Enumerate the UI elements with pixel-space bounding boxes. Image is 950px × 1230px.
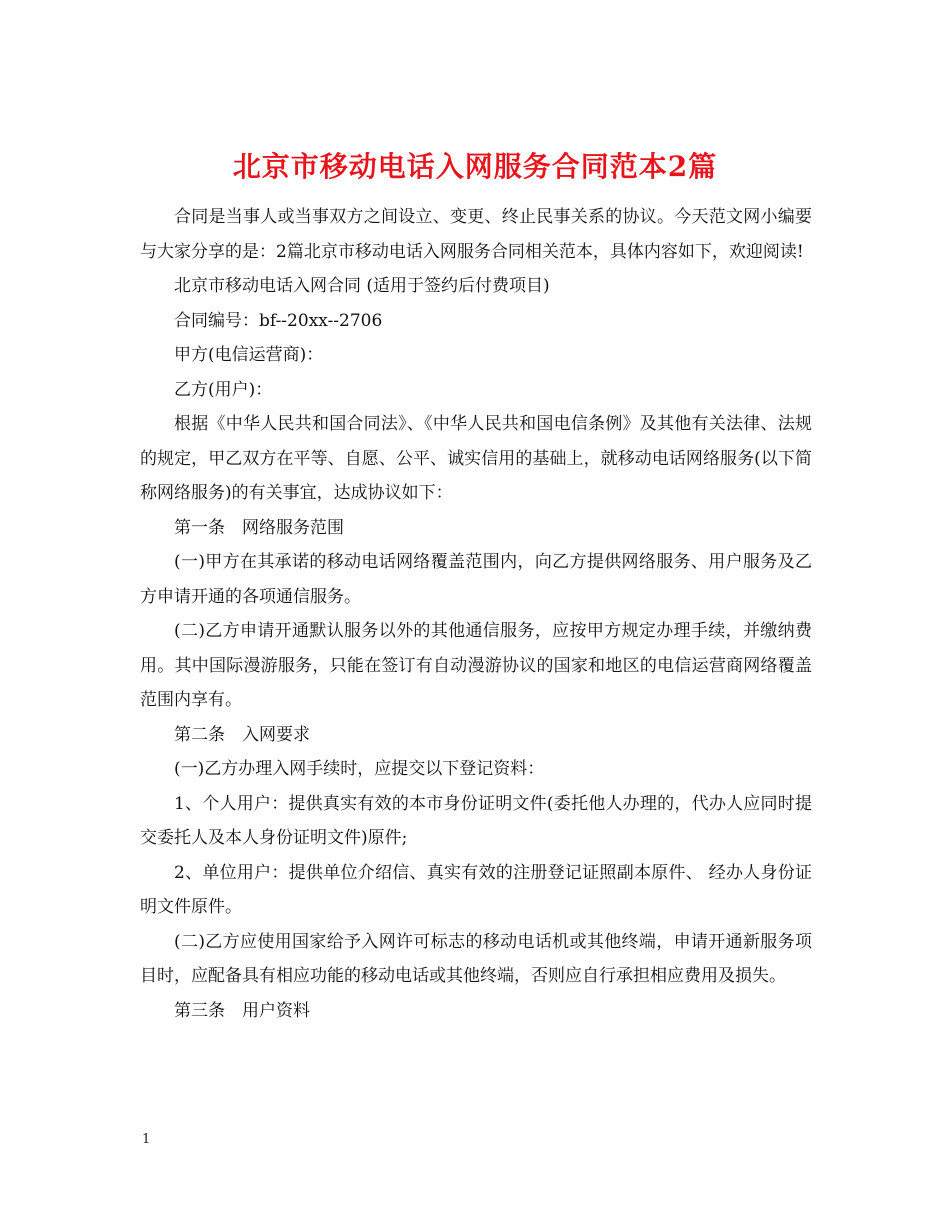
article-2-item-1: 1、个人用户：提供真实有效的本市身份证明文件(委托他人办理的，代办人应同时提交委托人及本人身份证明文件)原件; bbox=[140, 793, 812, 848]
page-number: 1 bbox=[142, 1132, 151, 1147]
article-2-clause-1: (一)乙方办理入网手续时，应提交以下登记资料： bbox=[174, 759, 545, 779]
paragraph-contract-name: 北京市移动电话入网合同 (适用于签约后付费项目) bbox=[174, 276, 550, 296]
document-body bbox=[140, 200, 812, 1028]
article-2-clause-2: (二)乙方应使用国家给予入网许可标志的移动电话机或其他终端，申请开通新服务项目时，应配备具有相应功能的移动电话或其他终端，否则应自行承担相应费用及损失。 bbox=[140, 931, 812, 986]
paragraph-contract-number: 合同编号：bf--20xx--2706 bbox=[174, 310, 383, 331]
document-title: 北京市移动电话入网服务合同范本2篇 bbox=[232, 149, 718, 183]
paragraph-intro: 合同是当事人或当事双方之间设立、变更、终止民事关系的协议。今天范文网小编要与大家分享的是：2篇北京市移动电话入网服务合同相关范本，具体内容如下，欢迎阅读! bbox=[140, 207, 812, 262]
paragraph-party-b: 乙方(用户)： bbox=[174, 379, 273, 400]
article-1-clause-1: (一)甲方在其承诺的移动电话网络覆盖范围内，向乙方提供网络服务、用户服务及乙方申请开通的各项通信服务。 bbox=[140, 552, 812, 607]
article-3-heading: 第三条 用户资料 bbox=[174, 1000, 310, 1021]
paragraph-legal-basis: 根据《中华人民共和国合同法》、《中华人民共和国电信条例》及其他有关法律、法规的规定，甲乙双方在平等、自愿、公平、诚实信用的基础上，就移动电话网络服务(以下简称网络服务)的有关事宜，达成协议如下： bbox=[140, 414, 812, 503]
article-2-heading: 第二条 入网要求 bbox=[174, 724, 310, 745]
article-1-heading: 第一条 网络服务范围 bbox=[174, 517, 344, 538]
paragraph-party-a: 甲方(电信运营商)： bbox=[174, 345, 324, 365]
article-1-clause-2: (二)乙方申请开通默认服务以外的其他通信服务，应按甲方规定办理手续，并缴纳费用。其中国际漫游服务，只能在签订有自动漫游协议的国家和地区的电信运营商网络覆盖范围内享有。 bbox=[140, 621, 812, 710]
article-2-item-2: 2、单位用户：提供单位介绍信、真实有效的注册登记证照副本原件、 经办人身份证明文件原件。 bbox=[140, 862, 812, 917]
